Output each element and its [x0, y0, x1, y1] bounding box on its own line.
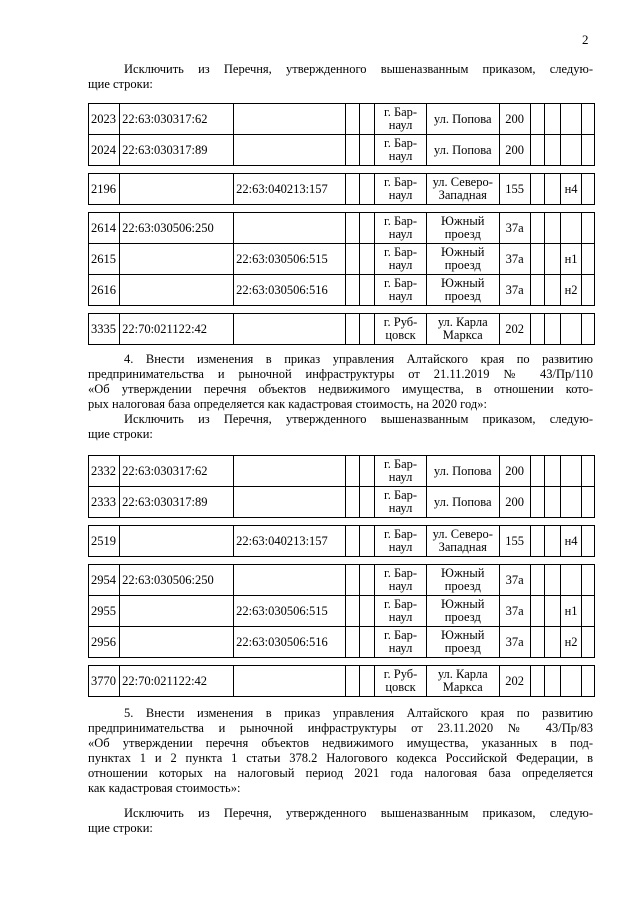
cell-street: ул. Северо- Западная [426, 174, 499, 205]
cell-empty [359, 174, 375, 205]
table-row [89, 104, 595, 135]
cell-cad2: 22:63:040213:157 [234, 526, 346, 557]
cell-house: 37а [499, 244, 530, 275]
table-row [89, 565, 595, 596]
cell-empty [582, 627, 595, 658]
text-line: «Об утверждении перечня объектов недвижимого имущества, в отношении кото- [88, 382, 593, 396]
cell-city: г. Бар- наул [375, 174, 427, 205]
cell-street: ул. Карла Маркса [426, 666, 499, 697]
cell-extra: н4 [560, 526, 582, 557]
table-row [89, 456, 595, 487]
table-row [89, 627, 595, 658]
cell-cad2 [234, 314, 346, 345]
cell-city: г. Руб- цовск [375, 314, 427, 345]
cell-cad1 [120, 244, 234, 275]
cell-cad1 [120, 526, 234, 557]
cell-empty [545, 526, 561, 557]
table-row [89, 174, 595, 205]
cell-city: г. Бар- наул [375, 104, 427, 135]
cell-empty [346, 244, 359, 275]
cell-empty [530, 213, 545, 244]
cell-empty [530, 627, 545, 658]
cell-cad2 [234, 104, 346, 135]
text-line: предпринимательства и рыночной инфраструктуры от 23.11.2020 № 43/Пр/83 [88, 721, 593, 735]
cell-cad2 [234, 487, 346, 518]
cell-house: 200 [499, 104, 530, 135]
cell-cad2: 22:63:030506:516 [234, 275, 346, 306]
cell-empty [359, 596, 375, 627]
cell-house: 37а [499, 596, 530, 627]
table-row [89, 275, 595, 306]
cell-empty [346, 627, 359, 658]
text-line: 5. Внести изменения в приказ управления Алтайского края по развитию [124, 706, 593, 720]
cell-empty [545, 627, 561, 658]
cell-empty [346, 275, 359, 306]
cell-empty [359, 314, 375, 345]
text-line: щие строки: [88, 77, 153, 91]
cell-cad1: 22:63:030317:62 [120, 456, 234, 487]
cell-empty [545, 275, 561, 306]
cell-street: ул. Карла Маркса [426, 314, 499, 345]
cell-city: г. Бар- наул [375, 596, 427, 627]
group-spacer [89, 658, 595, 666]
cell-empty [545, 596, 561, 627]
cell-cad2: 22:63:040213:157 [234, 174, 346, 205]
cell-extra [560, 456, 582, 487]
cell-house: 200 [499, 456, 530, 487]
cell-empty [545, 213, 561, 244]
cell-empty [545, 565, 561, 596]
cell-empty [545, 487, 561, 518]
cell-extra [560, 135, 582, 166]
cell-empty [346, 213, 359, 244]
cell-empty [582, 213, 595, 244]
text-line: рых налоговая база определяется как кадастровая стоимость, на 2020 год»: [88, 397, 487, 411]
cell-house: 200 [499, 487, 530, 518]
cell-empty [582, 456, 595, 487]
cell-house: 202 [499, 666, 530, 697]
text-line: предпринимательства и рыночной инфраструктуры от 21.11.2019 № 43/Пр/110 [88, 367, 593, 381]
cell-city: г. Бар- наул [375, 213, 427, 244]
paragraph-4 [88, 352, 593, 442]
cell-city: г. Бар- наул [375, 526, 427, 557]
excluded-rows-table-2 [88, 455, 595, 697]
cell-empty [346, 526, 359, 557]
cell-house: 37а [499, 213, 530, 244]
cell-cad2: 22:63:030506:515 [234, 596, 346, 627]
cell-no: 2955 [89, 596, 120, 627]
cell-empty [582, 487, 595, 518]
cell-street: ул. Попова [426, 456, 499, 487]
cell-extra: н4 [560, 174, 582, 205]
cell-empty [530, 487, 545, 518]
cell-cad2 [234, 666, 346, 697]
cell-empty [582, 174, 595, 205]
cell-empty [530, 596, 545, 627]
table-row [89, 244, 595, 275]
cell-empty [545, 174, 561, 205]
cell-cad2 [234, 456, 346, 487]
cell-cad2 [234, 565, 346, 596]
cell-empty [545, 135, 561, 166]
cell-empty [359, 104, 375, 135]
text-line: щие строки: [88, 821, 153, 835]
cell-extra: н2 [560, 275, 582, 306]
cell-no: 2023 [89, 104, 120, 135]
cell-extra [560, 213, 582, 244]
cell-house: 155 [499, 174, 530, 205]
cell-house: 37а [499, 275, 530, 306]
cell-no: 2956 [89, 627, 120, 658]
cell-no: 2954 [89, 565, 120, 596]
cell-empty [359, 526, 375, 557]
group-spacer [89, 205, 595, 213]
table-row [89, 666, 595, 697]
text-line: пунктах 1 и 2 пункта 1 статьи 378.2 Налогового кодекса Российской Федерации, в [88, 751, 593, 765]
cell-cad2: 22:63:030506:515 [234, 244, 346, 275]
cell-street: Южный проезд [426, 627, 499, 658]
cell-empty [530, 526, 545, 557]
cell-cad1: 22:63:030317:89 [120, 487, 234, 518]
exclude-intro-1 [88, 62, 593, 92]
cell-house: 155 [499, 526, 530, 557]
cell-cad1: 22:63:030317:62 [120, 104, 234, 135]
cell-empty [530, 666, 545, 697]
cell-extra [560, 666, 582, 697]
cell-empty [359, 666, 375, 697]
cell-empty [359, 456, 375, 487]
cell-street: Южный проезд [426, 596, 499, 627]
cell-house: 37а [499, 565, 530, 596]
group-spacer [89, 557, 595, 565]
cell-empty [346, 456, 359, 487]
cell-empty [359, 213, 375, 244]
cell-cad2 [234, 135, 346, 166]
cell-empty [346, 487, 359, 518]
cell-city: г. Бар- наул [375, 565, 427, 596]
cell-empty [359, 275, 375, 306]
cell-empty [530, 456, 545, 487]
cell-empty [359, 135, 375, 166]
cell-city: г. Бар- наул [375, 627, 427, 658]
cell-cad1: 22:63:030317:89 [120, 135, 234, 166]
cell-empty [582, 244, 595, 275]
cell-cad1 [120, 596, 234, 627]
cell-empty [346, 666, 359, 697]
cell-empty [545, 314, 561, 345]
cell-no: 3770 [89, 666, 120, 697]
cell-extra: н1 [560, 244, 582, 275]
cell-empty [582, 526, 595, 557]
cell-no: 2615 [89, 244, 120, 275]
cell-street: ул. Попова [426, 104, 499, 135]
group-spacer [89, 166, 595, 174]
cell-empty [545, 104, 561, 135]
paragraph-5 [88, 706, 593, 796]
cell-extra [560, 104, 582, 135]
cell-city: г. Руб- цовск [375, 666, 427, 697]
cell-cad2 [234, 213, 346, 244]
cell-extra [560, 314, 582, 345]
cell-empty [359, 487, 375, 518]
table-row [89, 596, 595, 627]
cell-extra [560, 565, 582, 596]
cell-cad1: 22:70:021122:42 [120, 314, 234, 345]
cell-empty [346, 135, 359, 166]
text-line: отношении которых на налоговый период 2021 года налоговая база определяется [88, 766, 593, 780]
cell-empty [346, 596, 359, 627]
cell-empty [346, 565, 359, 596]
cell-street: Южный проезд [426, 275, 499, 306]
cell-empty [346, 104, 359, 135]
text-line: как кадастровая стоимость»: [88, 781, 241, 795]
exclude-intro-3 [88, 806, 593, 836]
cell-no: 2616 [89, 275, 120, 306]
cell-empty [582, 596, 595, 627]
cell-no: 2332 [89, 456, 120, 487]
cell-empty [359, 244, 375, 275]
cell-city: г. Бар- наул [375, 456, 427, 487]
cell-city: г. Бар- наул [375, 135, 427, 166]
cell-street: Южный проезд [426, 213, 499, 244]
cell-street: Южный проезд [426, 565, 499, 596]
cell-cad1: 22:63:030506:250 [120, 213, 234, 244]
cell-house: 202 [499, 314, 530, 345]
cell-empty [582, 135, 595, 166]
cell-empty [545, 666, 561, 697]
table-row [89, 526, 595, 557]
group-spacer [89, 518, 595, 526]
cell-no: 2519 [89, 526, 120, 557]
cell-city: г. Бар- наул [375, 275, 427, 306]
text-line: «Об утверждении перечня объектов недвижимого имущества, указанных в под- [88, 736, 593, 750]
cell-cad1 [120, 275, 234, 306]
table-row [89, 135, 595, 166]
cell-house: 37а [499, 627, 530, 658]
cell-street: ул. Попова [426, 135, 499, 166]
group-spacer [89, 306, 595, 314]
cell-empty [530, 135, 545, 166]
text-line: Исключить из Перечня, утвержденного вышеназванным приказом, следую- [124, 62, 593, 76]
cell-cad1 [120, 627, 234, 658]
cell-empty [582, 565, 595, 596]
cell-empty [530, 314, 545, 345]
cell-city: г. Бар- наул [375, 487, 427, 518]
cell-cad2: 22:63:030506:516 [234, 627, 346, 658]
text-line: Исключить из Перечня, утвержденного вышеназванным приказом, следую- [124, 412, 593, 426]
cell-empty [582, 666, 595, 697]
table-row [89, 213, 595, 244]
cell-cad1: 22:70:021122:42 [120, 666, 234, 697]
cell-street: Южный проезд [426, 244, 499, 275]
text-line: 4. Внести изменения в приказ управления Алтайского края по развитию [124, 352, 593, 366]
cell-no: 2614 [89, 213, 120, 244]
cell-street: ул. Северо- Западная [426, 526, 499, 557]
cell-cad1 [120, 174, 234, 205]
text-line: Исключить из Перечня, утвержденного вышеназванным приказом, следую- [124, 806, 593, 820]
table-row [89, 487, 595, 518]
cell-empty [582, 104, 595, 135]
cell-empty [582, 314, 595, 345]
cell-empty [530, 565, 545, 596]
cell-extra [560, 487, 582, 518]
cell-empty [530, 275, 545, 306]
cell-cad1: 22:63:030506:250 [120, 565, 234, 596]
cell-house: 200 [499, 135, 530, 166]
cell-empty [346, 174, 359, 205]
cell-city: г. Бар- наул [375, 244, 427, 275]
cell-empty [530, 244, 545, 275]
cell-empty [582, 275, 595, 306]
cell-empty [530, 174, 545, 205]
page-number: 2 [582, 32, 589, 47]
cell-street: ул. Попова [426, 487, 499, 518]
cell-no: 2024 [89, 135, 120, 166]
cell-no: 2333 [89, 487, 120, 518]
cell-no: 3335 [89, 314, 120, 345]
cell-empty [530, 104, 545, 135]
cell-empty [359, 565, 375, 596]
excluded-rows-table-1 [88, 103, 595, 345]
cell-extra: н2 [560, 627, 582, 658]
cell-no: 2196 [89, 174, 120, 205]
cell-empty [545, 456, 561, 487]
cell-empty [359, 627, 375, 658]
cell-empty [545, 244, 561, 275]
cell-empty [346, 314, 359, 345]
table-row [89, 314, 595, 345]
text-line: щие строки: [88, 427, 153, 441]
cell-extra: н1 [560, 596, 582, 627]
